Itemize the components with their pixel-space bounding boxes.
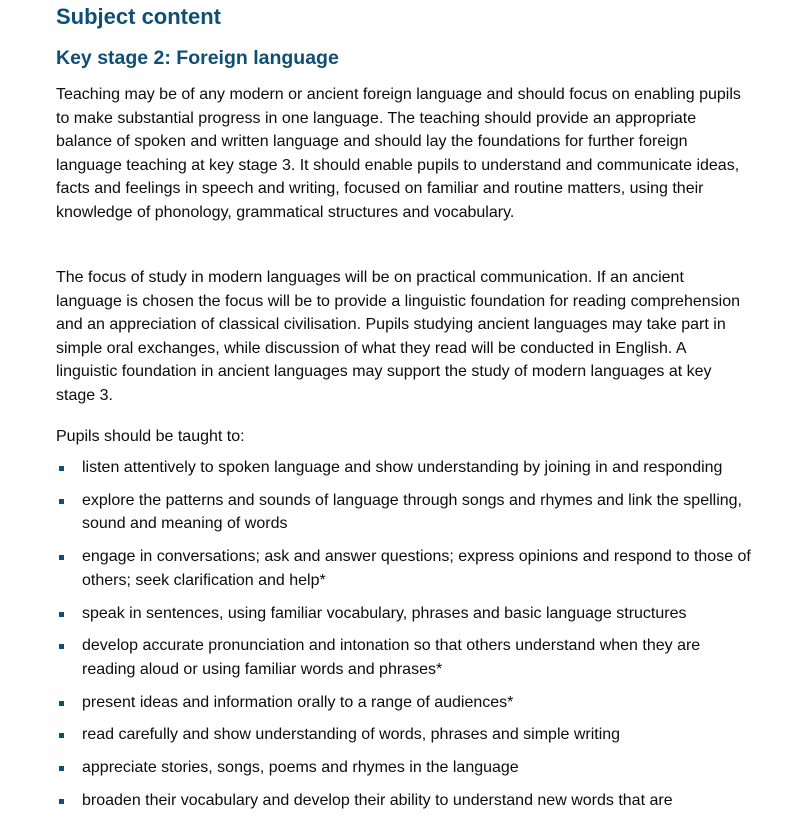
focus-paragraph: The focus of study in modern languages will be on practical communication. If an ancient language is chosen the focus will be to provide a linguistic foundation for reading comprehension and an appreciation of classical civilisation. Pupils studying ancient languages may take part in simple oral exchanges, while discussion of what they read will be conducted in English. A linguistic foundation in ancient languages may support the study of modern languages at key stage 3.	[56, 269, 740, 404]
list-item	[56, 691, 751, 715]
square-bullet-icon	[59, 644, 64, 649]
square-bullet-icon	[59, 766, 64, 771]
list-item-text: present ideas and information orally to a range of audiences*	[82, 693, 514, 711]
list-item-text: broaden their vocabulary and develop their ability to understand new words that are	[82, 792, 673, 810]
taught-to-intro: Pupils should be taught to:	[56, 428, 245, 445]
list-item	[56, 545, 751, 592]
square-bullet-icon	[59, 555, 64, 560]
list-item-text: appreciate stories, songs, poems and rhymes in the language	[82, 759, 519, 777]
list-item	[56, 634, 751, 681]
list-item	[56, 602, 751, 626]
square-bullet-icon	[59, 701, 64, 706]
list-item-text: engage in conversations; ask and answer questions; express opinions and respond to those of others; seek clarification and help*	[82, 548, 751, 589]
list-item	[56, 756, 751, 780]
intro-paragraph: Teaching may be of any modern or ancient foreign language and should focus on enabling pupils to make substantial progress in one language. The teaching should provide an appropriate balance of spoken and written language and should lay the foundations for further foreign language teaching at key stage 3. It should enable pupils to understand and communicate ideas, facts and feelings in speech and writing, focused on familiar and routine matters, using their knowledge of phonology, grammatical structures and vocabulary.	[56, 86, 741, 221]
square-bullet-icon	[59, 499, 64, 504]
list-item-text: listen attentively to spoken language and show understanding by joining in and responding	[82, 459, 723, 476]
list-item-text: read carefully and show understanding of words, phrases and simple writing	[82, 726, 621, 744]
list-item-text: explore the patterns and sounds of language through songs and rhymes and link the spelling, sound and meaning of words	[82, 491, 742, 533]
objectives-list	[56, 456, 751, 822]
section-heading: Key stage 2: Foreign language	[56, 47, 339, 69]
square-bullet-icon	[59, 612, 64, 617]
list-item	[56, 456, 751, 480]
list-item	[56, 489, 751, 536]
list-item-text: speak in sentences, using familiar vocabulary, phrases and basic language structures	[82, 604, 687, 622]
square-bullet-icon	[59, 466, 64, 471]
page-title: Subject content	[56, 4, 222, 29]
list-item-text: develop accurate pronunciation and intonation so that others understand when they are reading aloud or using familiar words and phrases*	[82, 637, 701, 678]
square-bullet-icon	[59, 799, 64, 804]
list-item	[56, 723, 751, 747]
square-bullet-icon	[59, 733, 64, 738]
list-item	[56, 789, 751, 813]
